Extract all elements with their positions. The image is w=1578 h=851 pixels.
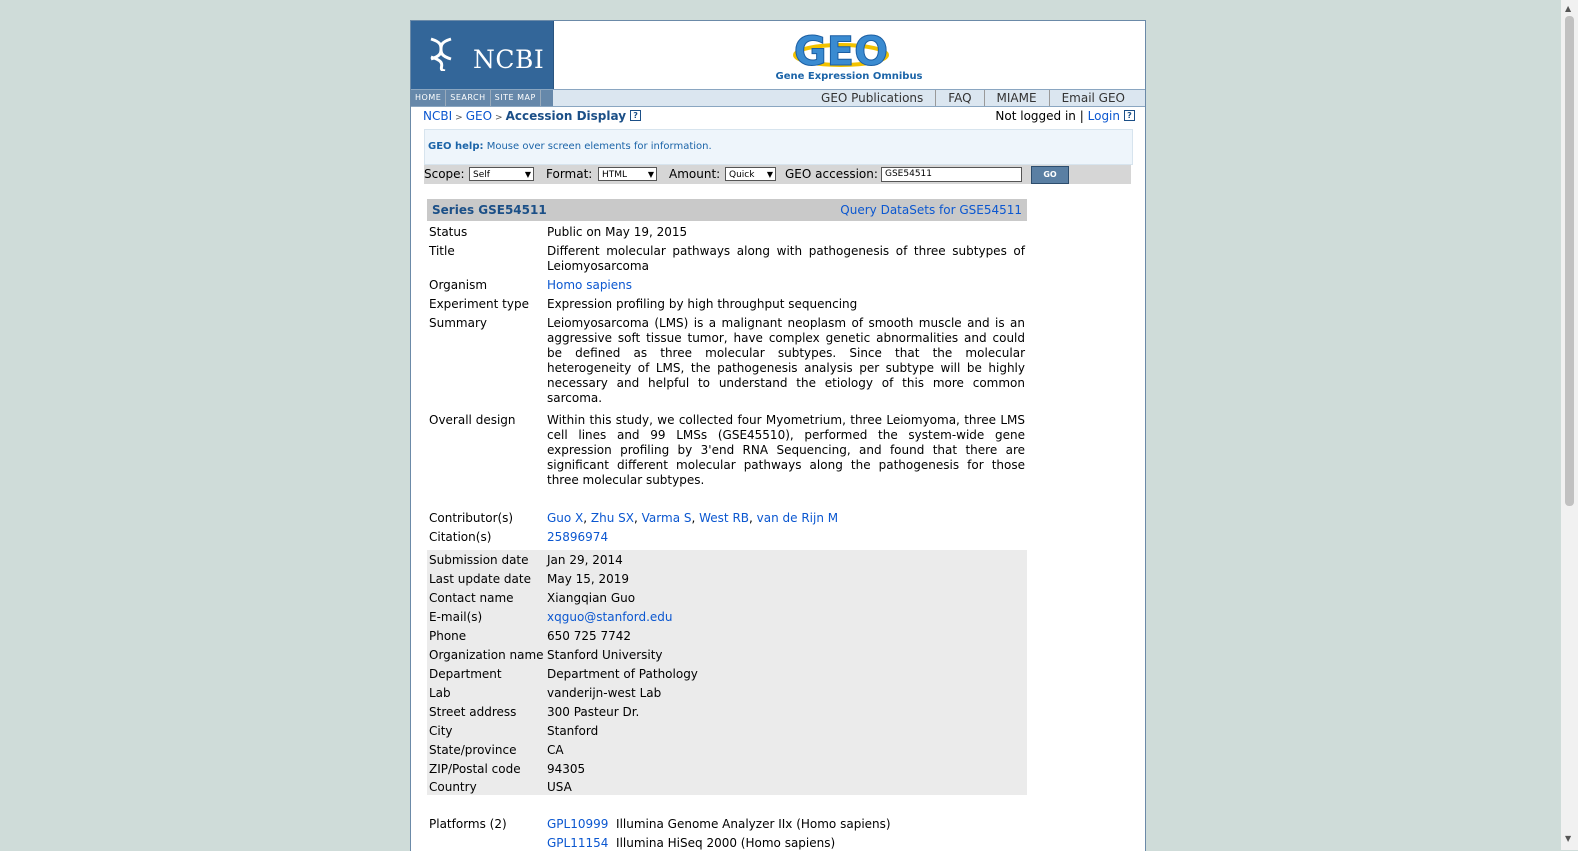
help-box <box>424 129 1133 165</box>
department-key: Department <box>429 667 502 681</box>
contributors-value: Guo X, Zhu SX, Varma S, West RB, van de Rijn M <box>547 511 839 525</box>
row-email <box>427 610 1027 626</box>
format-label: Format: <box>546 167 593 181</box>
login-separator: | <box>1079 109 1084 123</box>
row-title <box>427 244 1027 276</box>
nav-faq[interactable]: FAQ <box>935 90 983 106</box>
scroll-up-arrow[interactable]: ▲ <box>1565 4 1572 13</box>
lab-key: Lab <box>429 686 451 700</box>
last-update-key: Last update date <box>429 572 531 586</box>
experiment-type-key: Experiment type <box>429 297 529 311</box>
organism-key: Organism <box>429 278 488 292</box>
row-organism <box>427 278 1027 294</box>
scrollbar[interactable] <box>1561 0 1578 850</box>
citations-key: Citation(s) <box>429 530 492 544</box>
state-key: State/province <box>429 743 517 757</box>
dna-helix-icon <box>425 35 457 71</box>
lab-value: vanderijn-west Lab <box>547 686 662 700</box>
row-country <box>427 780 1027 796</box>
scrollbar-thumb[interactable] <box>1565 16 1574 506</box>
platform-name: Illumina Genome Analyzer IIx (Homo sapiens) <box>616 817 891 831</box>
scope-select[interactable]: Self ▼ <box>469 167 534 181</box>
row-state <box>427 743 1027 759</box>
platform-link[interactable]: GPL10999 <box>547 817 609 831</box>
login-status: Not logged in <box>995 109 1076 123</box>
row-platforms <box>427 817 1027 833</box>
zip-key: ZIP/Postal code <box>429 762 521 776</box>
contributor-link[interactable]: Zhu SX <box>590 511 635 525</box>
title-value: Different molecular pathways along with pathogenesis of three subtypes of Leiomyosarcoma <box>547 244 1025 273</box>
experiment-type-value: Expression profiling by high throughput sequencing <box>547 297 858 311</box>
breadcrumb-geo[interactable]: GEO <box>465 109 493 123</box>
contributor-link[interactable]: West RB <box>699 511 750 525</box>
state-value: CA <box>547 743 564 757</box>
series-header <box>427 199 1027 221</box>
platform-name: Illumina HiSeq 2000 (Homo sapiens) <box>616 836 836 850</box>
overall-design-key: Overall design <box>429 413 516 427</box>
nav-site-map[interactable]: SITE MAP <box>491 90 541 106</box>
row-department <box>427 667 1027 683</box>
format-select[interactable]: HTML ▼ <box>598 167 657 181</box>
status-value: Public on May 19, 2015 <box>547 225 688 239</box>
query-bar <box>424 165 1131 184</box>
phone-key: Phone <box>429 629 467 643</box>
row-organization <box>427 648 1027 664</box>
phone-value: 650 725 7742 <box>547 629 631 643</box>
scroll-down-arrow[interactable]: ▼ <box>1565 834 1572 843</box>
city-value: Stanford <box>547 724 599 738</box>
ncbi-logo-text: NCBI <box>473 45 545 74</box>
geo-logo[interactable] <box>553 21 1145 89</box>
street-key: Street address <box>429 705 517 719</box>
organism-link[interactable]: Homo sapiens <box>547 278 633 292</box>
summary-value: Leiomyosarcoma (LMS) is a malignant neoplasm of smooth muscle and is an aggressive soft tissue tumor, have complex genetic abnormalities and could be defined as three molecular subtypes. Since that the molecular heterogeneity of LMS, the pathogenesis analysis per subtype will be highly necessary and helpful to understand the etiology of this more common sarcoma. <box>547 316 1025 405</box>
breadcrumb <box>423 109 641 123</box>
scope-label: Scope: <box>424 167 465 181</box>
series-title: Series GSE54511 <box>432 203 547 217</box>
department-value: Department of Pathology <box>547 667 698 681</box>
row-lab <box>427 686 1027 702</box>
contributor-link[interactable]: Guo X <box>547 511 584 525</box>
email-link[interactable]: xqguo@stanford.edu <box>547 610 673 624</box>
city-key: City <box>429 724 453 738</box>
go-button[interactable]: GO <box>1031 166 1069 184</box>
row-last-update <box>427 572 1027 588</box>
breadcrumb-current: Accession Display <box>505 109 627 123</box>
platform-2 <box>547 836 1025 851</box>
nav-geo-publications[interactable]: GEO Publications <box>821 91 924 105</box>
query-datasets-link[interactable]: Query DataSets for GSE54511 <box>840 203 1022 217</box>
submission-date-key: Submission date <box>429 553 529 567</box>
email-key: E-mail(s) <box>429 610 483 624</box>
ncbi-logo[interactable] <box>411 21 554 89</box>
row-contributors <box>427 511 1027 527</box>
contact-name-value: Xiangqian Guo <box>547 591 636 605</box>
breadcrumb-separator: > <box>495 113 503 123</box>
help-label: GEO help: <box>428 141 484 152</box>
contact-name-key: Contact name <box>429 591 514 605</box>
help-icon[interactable]: ? <box>630 110 641 121</box>
row-experiment-type <box>427 297 1027 313</box>
citation-link[interactable]: 25896974 <box>547 530 609 544</box>
platform-link[interactable]: GPL11154 <box>547 836 609 850</box>
row-phone <box>427 629 1027 645</box>
last-update-value: May 15, 2019 <box>547 572 630 586</box>
row-platform-2 <box>427 836 1027 851</box>
title-key: Title <box>429 244 455 258</box>
nav-search[interactable]: SEARCH <box>446 90 490 106</box>
breadcrumb-separator: > <box>455 113 463 123</box>
row-summary <box>427 316 1027 405</box>
street-value: 300 Pasteur Dr. <box>547 705 640 719</box>
platforms-key: Platforms (2) <box>429 817 507 831</box>
contributor-link[interactable]: Varma S <box>641 511 692 525</box>
geo-nav <box>809 90 1137 106</box>
row-status <box>427 225 1027 241</box>
geo-subtitle: Gene Expression Omnibus <box>775 71 923 82</box>
nav-email-geo[interactable]: Email GEO <box>1049 90 1137 106</box>
help-icon[interactable]: ? <box>1124 110 1135 121</box>
amount-label: Amount: <box>669 167 721 181</box>
contributor-link[interactable]: van de Rijn M <box>756 511 839 525</box>
nav-strip <box>411 89 1145 107</box>
help-text <box>428 141 712 152</box>
zip-value: 94305 <box>547 762 586 776</box>
overall-design-value: Within this study, we collected four Myometrium, three Leiomyoma, three LMS cell lines and 99 LMSs (GSE45510), performed the system-wide gene expression profiling by 3'end RNA Sequencing, and found that there are significant different molecular pathways along the pathogenesis for those three molecular subtypes. <box>547 413 1025 487</box>
amount-select[interactable]: Quick ▼ <box>725 167 776 181</box>
organization-key: Organization name <box>429 648 544 662</box>
contributors-key: Contributor(s) <box>429 511 514 525</box>
geo-logo-icon <box>791 27 891 71</box>
accession-label: GEO accession: <box>785 167 878 181</box>
row-submission-date <box>427 553 1027 569</box>
row-zip <box>427 762 1027 778</box>
row-contact-name <box>427 591 1027 607</box>
summary-key: Summary <box>429 316 487 330</box>
row-citations <box>427 530 1027 546</box>
country-key: Country <box>429 780 477 794</box>
nav-miame[interactable]: MIAME <box>984 90 1049 106</box>
login-link[interactable]: Login <box>1087 109 1120 123</box>
platform-1 <box>547 817 1025 832</box>
ncbi-nav <box>411 90 553 106</box>
login-area <box>995 109 1135 123</box>
status-key: Status <box>429 225 468 239</box>
breadcrumb-ncbi[interactable]: NCBI <box>423 109 453 123</box>
country-value: USA <box>547 780 572 794</box>
svg-text:GEO: GEO <box>793 29 889 71</box>
help-description: Mouse over screen elements for information. <box>486 141 712 152</box>
nav-home[interactable]: HOME <box>411 90 446 106</box>
organization-value: Stanford University <box>547 648 663 662</box>
row-city <box>427 724 1027 740</box>
row-overall-design <box>427 413 1027 491</box>
geo-page <box>410 20 1146 851</box>
row-street <box>427 705 1027 721</box>
accession-input[interactable]: GSE54511 <box>881 167 1022 182</box>
submission-date-value: Jan 29, 2014 <box>547 553 623 567</box>
